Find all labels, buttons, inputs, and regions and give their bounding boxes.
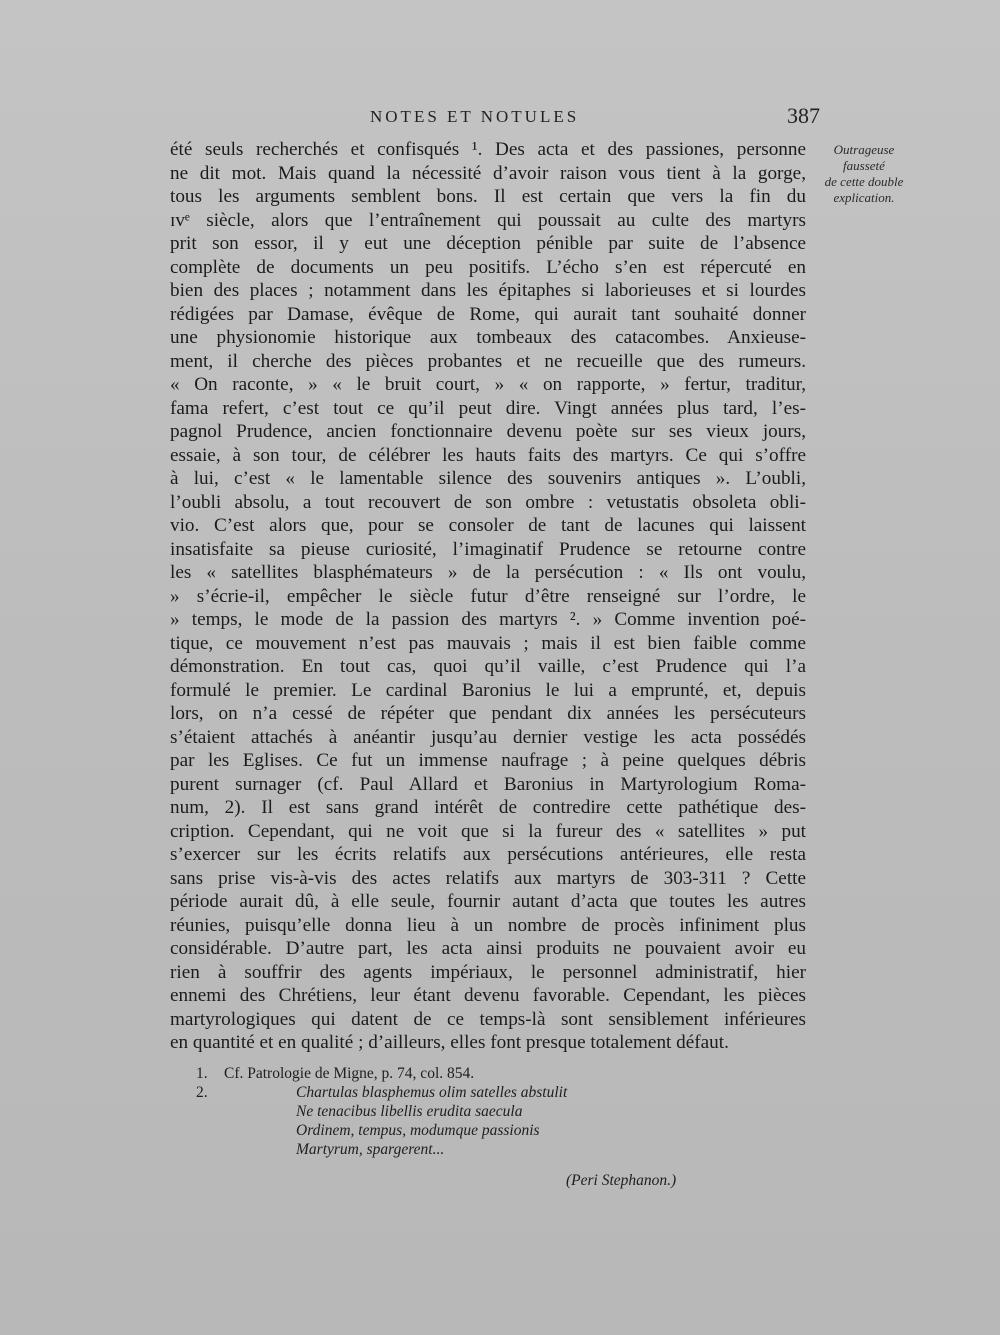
main-text — [170, 138, 806, 1055]
page-number: 387 — [787, 103, 820, 128]
text-line: ment, il cherche des pièces probantes et ne recueille que des rumeurs. — [170, 350, 806, 372]
text-line: une physionomie historique aux tombeaux des catacombes. Anxieuse- — [170, 327, 806, 348]
text-line: démonstration. En tout cas, quoi qu’il vaille, c’est Prudence qui l’a — [170, 656, 806, 677]
page-header — [160, 103, 820, 133]
verse-citation: (Peri Stephanon.) — [566, 1172, 677, 1189]
text-line: complète de documents un peu positifs. L’écho s’en est répercuté en — [170, 256, 806, 278]
footnote-text: Cf. Patrologie de Migne, p. 74, col. 854. — [224, 1065, 475, 1082]
text-line: considérable. D’autre part, les acta ainsi produits ne pouvaient avoir eu — [170, 938, 806, 959]
footnote-1 — [196, 1064, 756, 1083]
text-line: rédigées par Damase, évêque de Rome, qui aurait tant souhaité donner — [170, 303, 806, 325]
text-line: période aurait dû, à elle seule, fournir autant d’acta que toutes les autres — [170, 891, 806, 912]
text-line: rien à souffrir des agents impériaux, le personnel administratif, hier — [170, 961, 806, 983]
text-line: tous les arguments semblent bons. Il est certain que vers la fin du — [170, 186, 806, 207]
text-line: cription. Cependant, qui ne voit que si la fureur des « satellites » put — [170, 820, 806, 842]
text-line: lors, on n’a cessé de répéter que pendant dix années les persécuteurs — [170, 703, 806, 724]
footnote-number: 2. — [196, 1084, 208, 1101]
text-line: l’oubli absolu, a tout recouvert de son ombre : vetustatis obsoleta obli- — [170, 491, 806, 513]
margin-note-line: explication. — [833, 190, 895, 205]
text-line: ne dit mot. Mais quand la nécessité d’avoir raison vous tient à la gorge, — [170, 162, 806, 184]
margin-note — [814, 142, 914, 206]
text-line: fama refert, c’est tout ce qu’il peut dire. Vingt années plus tard, l’es- — [170, 397, 806, 419]
text-line: martyrologiques qui datent de ce temps-là sont sensiblement inférieures — [170, 1008, 806, 1030]
verse-line: Chartulas blasphemus olim satelles abstulit — [296, 1084, 568, 1101]
footnote-number: 1. — [196, 1065, 208, 1082]
text-line: » temps, le mode de la passion des martyrs ². » Comme invention poé- — [170, 609, 806, 630]
footnote-2 — [196, 1083, 756, 1189]
text-line: sans prise vis-à-vis des actes relatifs aux martyrs de 303-311 ? Cette — [170, 867, 806, 889]
text-line: en quantité et en qualité ; d’ailleurs, elles font presque totalement défaut. — [170, 1032, 729, 1053]
text-line: » s’écrie-il, empêcher le siècle futur d’être renseigné sur l’ordre, le — [170, 585, 806, 607]
text-line: « On raconte, » « le bruit court, » « on rapporte, » fertur, traditur, — [170, 374, 806, 395]
margin-note-line: fausseté — [843, 158, 885, 173]
running-head: NOTES ET NOTULES — [370, 107, 580, 126]
text-line: vio. C’est alors que, pour se consoler de tant de lacunes qui laissent — [170, 515, 806, 536]
margin-note-line: de cette double — [824, 174, 904, 189]
text-line: s’exercer sur les écrits relatifs aux persécutions antérieures, elle resta — [170, 844, 806, 865]
text-line: bien des places ; notamment dans les épitaphes si laborieuses et si lourdes — [170, 280, 806, 301]
text-line: prit son essor, il y eut une déception pénible par suite de l’absence — [170, 233, 806, 254]
verse-line: Ne tenacibus libellis erudita saecula — [296, 1103, 523, 1120]
footnotes — [196, 1064, 756, 1189]
text-line: ɪvᵉ siècle, alors que l’entraînement qui poussait au culte des martyrs — [170, 209, 806, 231]
text-line: été seuls recherchés et confisqués ¹. Des acta et des passiones, personne — [170, 139, 806, 160]
text-line: s’étaient attachés à anéantir jusqu’au dernier vestige les acta possédés — [170, 726, 806, 748]
text-line: insatisfaite sa pieuse curiosité, l’imaginatif Prudence se retourne contre — [170, 538, 806, 560]
text-line: essaie, à son tour, de célébrer les hauts faits des martyrs. Ce qui s’offre — [170, 444, 806, 466]
text-line: purent surnager (cf. Paul Allard et Baronius in Martyrologium Roma- — [170, 773, 806, 795]
text-line: formulé le premier. Le cardinal Baronius le lui a emprunté, et, depuis — [170, 679, 806, 701]
verse-line: Martyrum, spargerent... — [296, 1141, 445, 1158]
margin-note-line: Outrageuse — [833, 142, 895, 157]
text-line: pagnol Prudence, ancien fonctionnaire devenu poète sur ses vieux jours, — [170, 421, 806, 442]
text-line: réunies, puisqu’elle donna lieu à un nombre de procès infiniment plus — [170, 914, 806, 936]
text-line: par les Eglises. Ce fut un immense naufrage ; à peine quelques débris — [170, 750, 806, 771]
text-line: num, 2). Il est sans grand intérêt de contredire cette pathétique des- — [170, 797, 806, 818]
text-line: les « satellites blasphémateurs » de la persécution : « Ils ont voulu, — [170, 562, 806, 583]
verse-line: Ordinem, tempus, modumque passionis — [296, 1122, 540, 1139]
text-line: à lui, c’est « le lamentable silence des souvenirs antiques ». L’oubli, — [170, 468, 806, 489]
text-line: ennemi des Chrétiens, leur étant devenu favorable. Cependant, les pièces — [170, 985, 806, 1006]
text-line: tique, ce mouvement n’est pas mauvais ; mais il est bien faible comme — [170, 632, 806, 654]
